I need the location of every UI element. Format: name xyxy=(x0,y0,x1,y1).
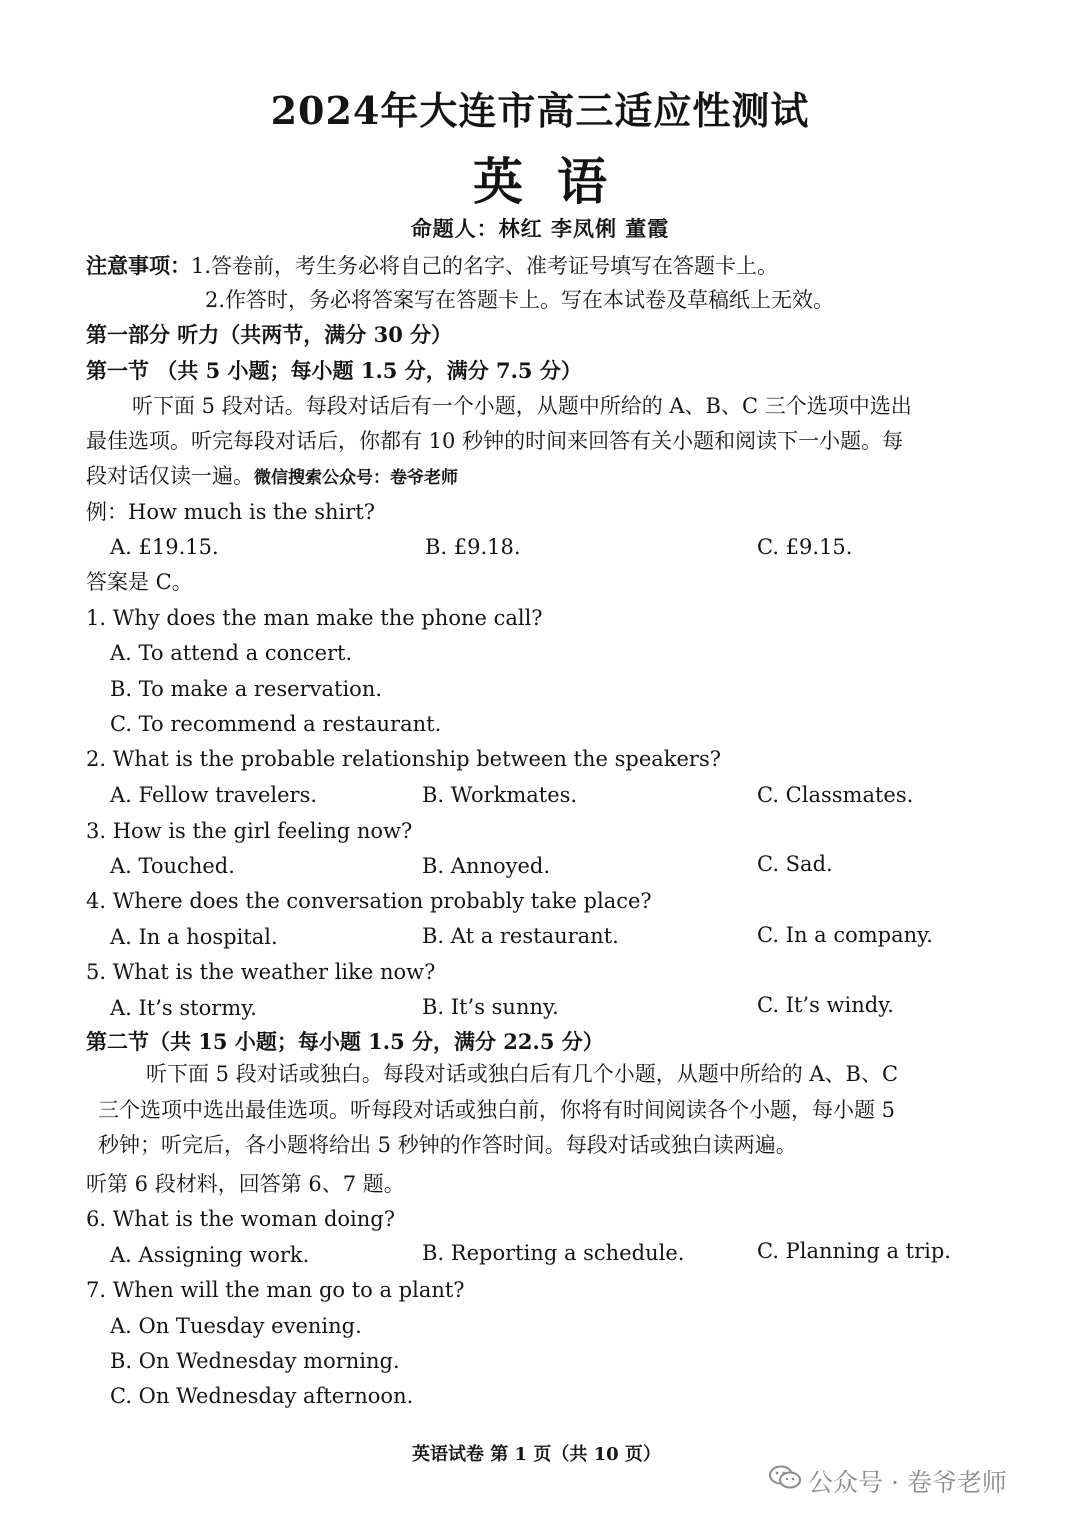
example-question: 例：How much is the shirt? xyxy=(86,500,375,524)
example-option-a: A. £19.15. xyxy=(110,535,219,559)
notice-item-1: 1.答卷前，考生务必将自己的名字、准考证号填写在答题卡上。 xyxy=(191,254,779,278)
section1-heading: 第一节 （共 5 小题；每小题 1.5 分，满分 7.5 分） xyxy=(86,358,582,383)
question-2-option-a: A. Fellow travelers. xyxy=(110,783,318,807)
watermark-text: 公众号 · 卷爷老师 xyxy=(808,1468,1007,1497)
instruction-text: 段对话仅读一遍。 xyxy=(86,464,254,488)
authors-line: 命题人：林红 李凤俐 董霞 xyxy=(410,216,670,241)
question-4-option-a: A. In a hospital. xyxy=(110,925,278,949)
question-4-option-c: C. In a company. xyxy=(757,923,933,947)
question-7-option-b: B. On Wednesday morning. xyxy=(110,1349,400,1373)
section1-instruction-line-1: 听下面 5 段对话。每段对话后有一个小题，从题中所给的 A、B、C 三个选项中选出 xyxy=(132,394,912,418)
question-5: 5. What is the weather like now? xyxy=(86,960,436,984)
question-1: 1. Why does the man make the phone call? xyxy=(86,606,543,630)
section2-instruction-line-1: 听下面 5 段对话或独白。每段对话或独白后有几个小题，从题中所给的 A、B、C xyxy=(146,1062,899,1086)
question-2-option-b: B. Workmates. xyxy=(422,783,578,807)
notice-item-2: 2.作答时，务必将答案写在答题卡上。写在本试卷及草稿纸上无效。 xyxy=(205,288,835,312)
question-6: 6. What is the woman doing? xyxy=(86,1207,395,1231)
example-option-b: B. £9.18. xyxy=(425,535,521,559)
question-6-option-c: C. Planning a trip. xyxy=(757,1239,951,1263)
section1-instruction-line-3 xyxy=(86,462,458,492)
section2-instruction-line-3: 秒钟；听完后，各小题将给出 5 秒钟的作答时间。每段对话或独白读两遍。 xyxy=(98,1133,797,1157)
section2-instruction-line-2: 三个选项中选出最佳选项。听每段对话或独白前，你将有时间阅读各个小题，每小题 5 xyxy=(98,1098,896,1122)
example-option-c: C. £9.15. xyxy=(757,535,853,559)
question-3: 3. How is the girl feeling now? xyxy=(86,819,413,843)
question-2: 2. What is the probable relationship between the speakers? xyxy=(86,747,722,771)
exam-title: 2024年大连市高三适应性测试 xyxy=(270,88,810,133)
question-7: 7. When will the man go to a plant? xyxy=(86,1278,465,1302)
subject-title: 英语 xyxy=(473,152,641,211)
question-5-option-b: B. It’s sunny. xyxy=(422,995,559,1019)
question-3-option-c: C. Sad. xyxy=(757,852,833,876)
question-2-option-c: C. Classmates. xyxy=(757,783,914,807)
question-5-option-c: C. It’s windy. xyxy=(757,993,894,1017)
question-5-option-a: A. It’s stormy. xyxy=(110,996,257,1020)
question-4-option-b: B. At a restaurant. xyxy=(422,924,619,948)
part1-heading: 第一部分 听力（共两节，满分 30 分） xyxy=(86,322,453,347)
question-1-option-b: B. To make a reservation. xyxy=(110,677,383,701)
example-answer: 答案是 C。 xyxy=(86,570,193,594)
section2-heading: 第二节（共 15 小题；每小题 1.5 分，满分 22.5 分） xyxy=(86,1029,604,1054)
question-1-option-a: A. To attend a concert. xyxy=(110,641,353,665)
question-1-option-c: C. To recommend a restaurant. xyxy=(110,712,442,736)
page-footer: 英语试卷 第 1 页（共 10 页） xyxy=(412,1444,661,1465)
inline-watermark-note: 微信搜索公众号：卷爷老师 xyxy=(254,468,458,488)
question-3-option-b: B. Annoyed. xyxy=(422,854,551,878)
question-6-option-a: A. Assigning work. xyxy=(110,1243,310,1267)
question-7-option-c: C. On Wednesday afternoon. xyxy=(110,1384,414,1408)
notice-label: 注意事项： xyxy=(86,253,191,278)
question-7-option-a: A. On Tuesday evening. xyxy=(110,1314,362,1338)
section1-instruction-line-2: 最佳选项。听完每段对话后，你都有 10 秒钟的时间来回答有关小题和阅读下一小题。每 xyxy=(86,429,904,453)
question-4: 4. Where does the conversation probably take place? xyxy=(86,889,652,913)
wechat-icon xyxy=(768,1465,802,1489)
question-6-option-b: B. Reporting a schedule. xyxy=(422,1241,685,1265)
notice-block xyxy=(86,252,778,280)
question-3-option-a: A. Touched. xyxy=(110,854,235,878)
material-6-instruction: 听第 6 段材料，回答第 6、7 题。 xyxy=(86,1172,405,1196)
